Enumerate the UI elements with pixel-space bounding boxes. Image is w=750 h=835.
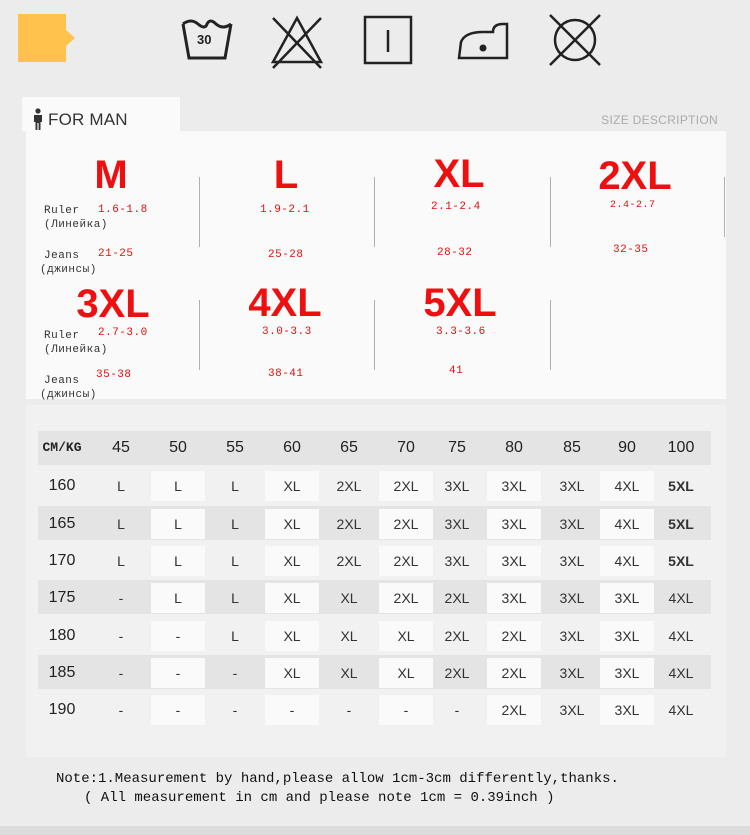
table-cell: 2XL [393,515,419,532]
table-cell: L [174,590,182,607]
table-cell: 2XL [393,552,419,569]
table-cell: 3XL [559,627,585,644]
table-cell: L [174,552,182,569]
table-cell: 3XL [501,478,527,495]
table-cell: 2XL [501,664,527,681]
table-cell: 5XL [668,515,694,532]
table-cell: 3XL [614,590,640,607]
table-cell: - [118,627,124,644]
ruler-value-4xl: 3.0-3.3 [262,326,312,338]
jeans-value-xl: 28-32 [437,247,473,259]
jeans-value-5xl: 41 [449,365,464,377]
jeans-value-2xl: 32-35 [613,244,649,256]
table-cell: L [231,552,239,569]
table-cell: 5XL [668,478,694,495]
table-cell: XL [283,590,301,607]
table-cell: 4XL [668,664,694,681]
table-column-header: 90 [618,439,636,456]
table-cell: 2XL [444,664,470,681]
jeans-label: Jeans (джинсы) [40,250,97,276]
table-cell: 4XL [668,627,694,644]
table-cell: 3XL [614,664,640,681]
divider [199,177,200,247]
table-cell: 2XL [501,627,527,644]
table-cell: L [174,478,182,495]
table-cell: XL [397,664,415,681]
table-cell: - [289,702,295,719]
table-cell: XL [340,590,358,607]
table-cell: 3XL [444,515,470,532]
table-cell: L [231,627,239,644]
ruler-label: Ruler (Линейка) [44,205,108,231]
table-cell: 2XL [444,627,470,644]
size-2xl: 2XL [598,154,672,198]
size-xl: XL [433,152,485,196]
table-cell: L [231,590,239,607]
table-cell: 3XL [559,552,585,569]
man-icon [32,108,44,130]
table-cell: L [231,478,239,495]
tumble-hang-dry-icon [358,10,418,70]
size-5xl: 5XL [423,281,497,325]
table-cell: 5XL [668,552,694,569]
jeans-value-m: 21-25 [98,248,134,260]
table-row-header: 185 [48,663,76,681]
no-dry-clean-icon [545,10,605,70]
table-cell: 3XL [501,552,527,569]
table-column-header: 45 [112,439,130,456]
table-cell: 3XL [559,515,585,532]
table-cell: XL [397,627,415,644]
table-cell: 3XL [614,627,640,644]
table-cell: XL [340,627,358,644]
divider [199,300,200,370]
table-cell: - [118,664,124,681]
table-cell: 3XL [614,702,640,719]
table-cell: 3XL [559,664,585,681]
table-cell: L [231,515,239,532]
table-column-header: 85 [563,439,581,456]
table-column-header: 55 [226,439,244,456]
ruler-value-l: 1.9-2.1 [260,204,310,216]
jeans-value-4xl: 38-41 [268,368,304,380]
table-cell: L [117,515,125,532]
table-cell: XL [283,664,301,681]
size-l: L [273,153,299,197]
ruler-value-m: 1.6-1.8 [98,204,148,216]
table-cell: 3XL [444,552,470,569]
size-3xl: 3XL [76,282,150,326]
table-cell: 3XL [559,702,585,719]
table-cell: 4XL [614,552,640,569]
size-m: M [94,153,128,197]
table-cell: XL [283,515,301,532]
table-cell: XL [283,552,301,569]
section-title: FOR MAN [48,110,128,129]
table-cell: 2XL [336,478,362,495]
ruler-label: Ruler (Линейка) [44,330,108,356]
tag-icon [18,14,66,62]
table-cell: - [232,702,238,719]
table-cell: 3XL [559,590,585,607]
table-cell: 3XL [444,478,470,495]
ruler-value-xl: 2.1-2.4 [431,201,481,213]
ruler-value-3xl: 2.7-3.0 [98,327,148,339]
table-cell: 4XL [614,515,640,532]
table-cell: 2XL [336,552,362,569]
note-line-2: ( All measurement in cm and please note 1cm = 0.39inch ) [84,790,555,806]
section-description: SIZE DESCRIPTION [601,113,718,127]
table-cell: L [174,515,182,532]
table-column-header: 65 [340,439,358,456]
table-row-header: 190 [48,701,76,719]
table-column-header: 100 [667,439,695,456]
divider [374,177,375,247]
table-cell: 2XL [393,478,419,495]
table-row-header: 175 [48,589,76,607]
table-cell: - [175,664,181,681]
table-cell: 4XL [668,702,694,719]
table-cell: - [346,702,352,719]
table-cell: - [118,590,124,607]
jeans-value-3xl: 35-38 [96,369,132,381]
table-column-header: 75 [448,439,466,456]
divider [724,177,725,237]
table-cell: XL [283,627,301,644]
table-cell: - [232,664,238,681]
ruler-value-2xl: 2.4-2.7 [610,200,656,211]
table-column-header: 80 [505,439,523,456]
table-corner: CM/KG [42,440,82,455]
table-cell: - [175,702,181,719]
table-cell: - [175,627,181,644]
ruler-value-5xl: 3.3-3.6 [436,326,486,338]
no-bleach-icon [267,10,327,70]
table-column-header: 50 [169,439,187,456]
table-row-header: 165 [48,514,76,532]
divider [550,300,551,370]
divider [550,177,551,247]
note-line-1: Note:1.Measurement by hand,please allow 1cm-3cm differently,thanks. [56,771,619,787]
table-cell: 4XL [668,590,694,607]
care-icons-bar [0,0,750,80]
wash-temp: 30 [197,32,212,47]
table-cell: 2XL [336,515,362,532]
table-cell: - [118,702,124,719]
table-row-header: 160 [48,477,76,495]
table-row-header: 180 [48,626,76,644]
table-column-header: 60 [283,439,301,456]
size-4xl: 4XL [248,281,322,325]
jeans-label: Jeans (джинсы) [40,375,97,401]
table-row-header: 170 [48,551,76,569]
table-cell: XL [340,664,358,681]
table-cell: 2XL [501,702,527,719]
table-cell: 2XL [393,590,419,607]
table-column-header: 70 [397,439,415,456]
table-cell: - [403,702,409,719]
table-cell: L [117,552,125,569]
table-cell: XL [283,478,301,495]
table-cell: 2XL [444,590,470,607]
table-cell: 4XL [614,478,640,495]
bottom-bar [0,826,750,835]
jeans-value-l: 25-28 [268,249,304,261]
table-cell: - [454,702,460,719]
divider [374,300,375,370]
table-cell: 3XL [501,515,527,532]
table-cell: 3XL [501,590,527,607]
table-cell: 3XL [559,478,585,495]
table-cell: L [117,478,125,495]
low-iron-icon [453,10,513,70]
